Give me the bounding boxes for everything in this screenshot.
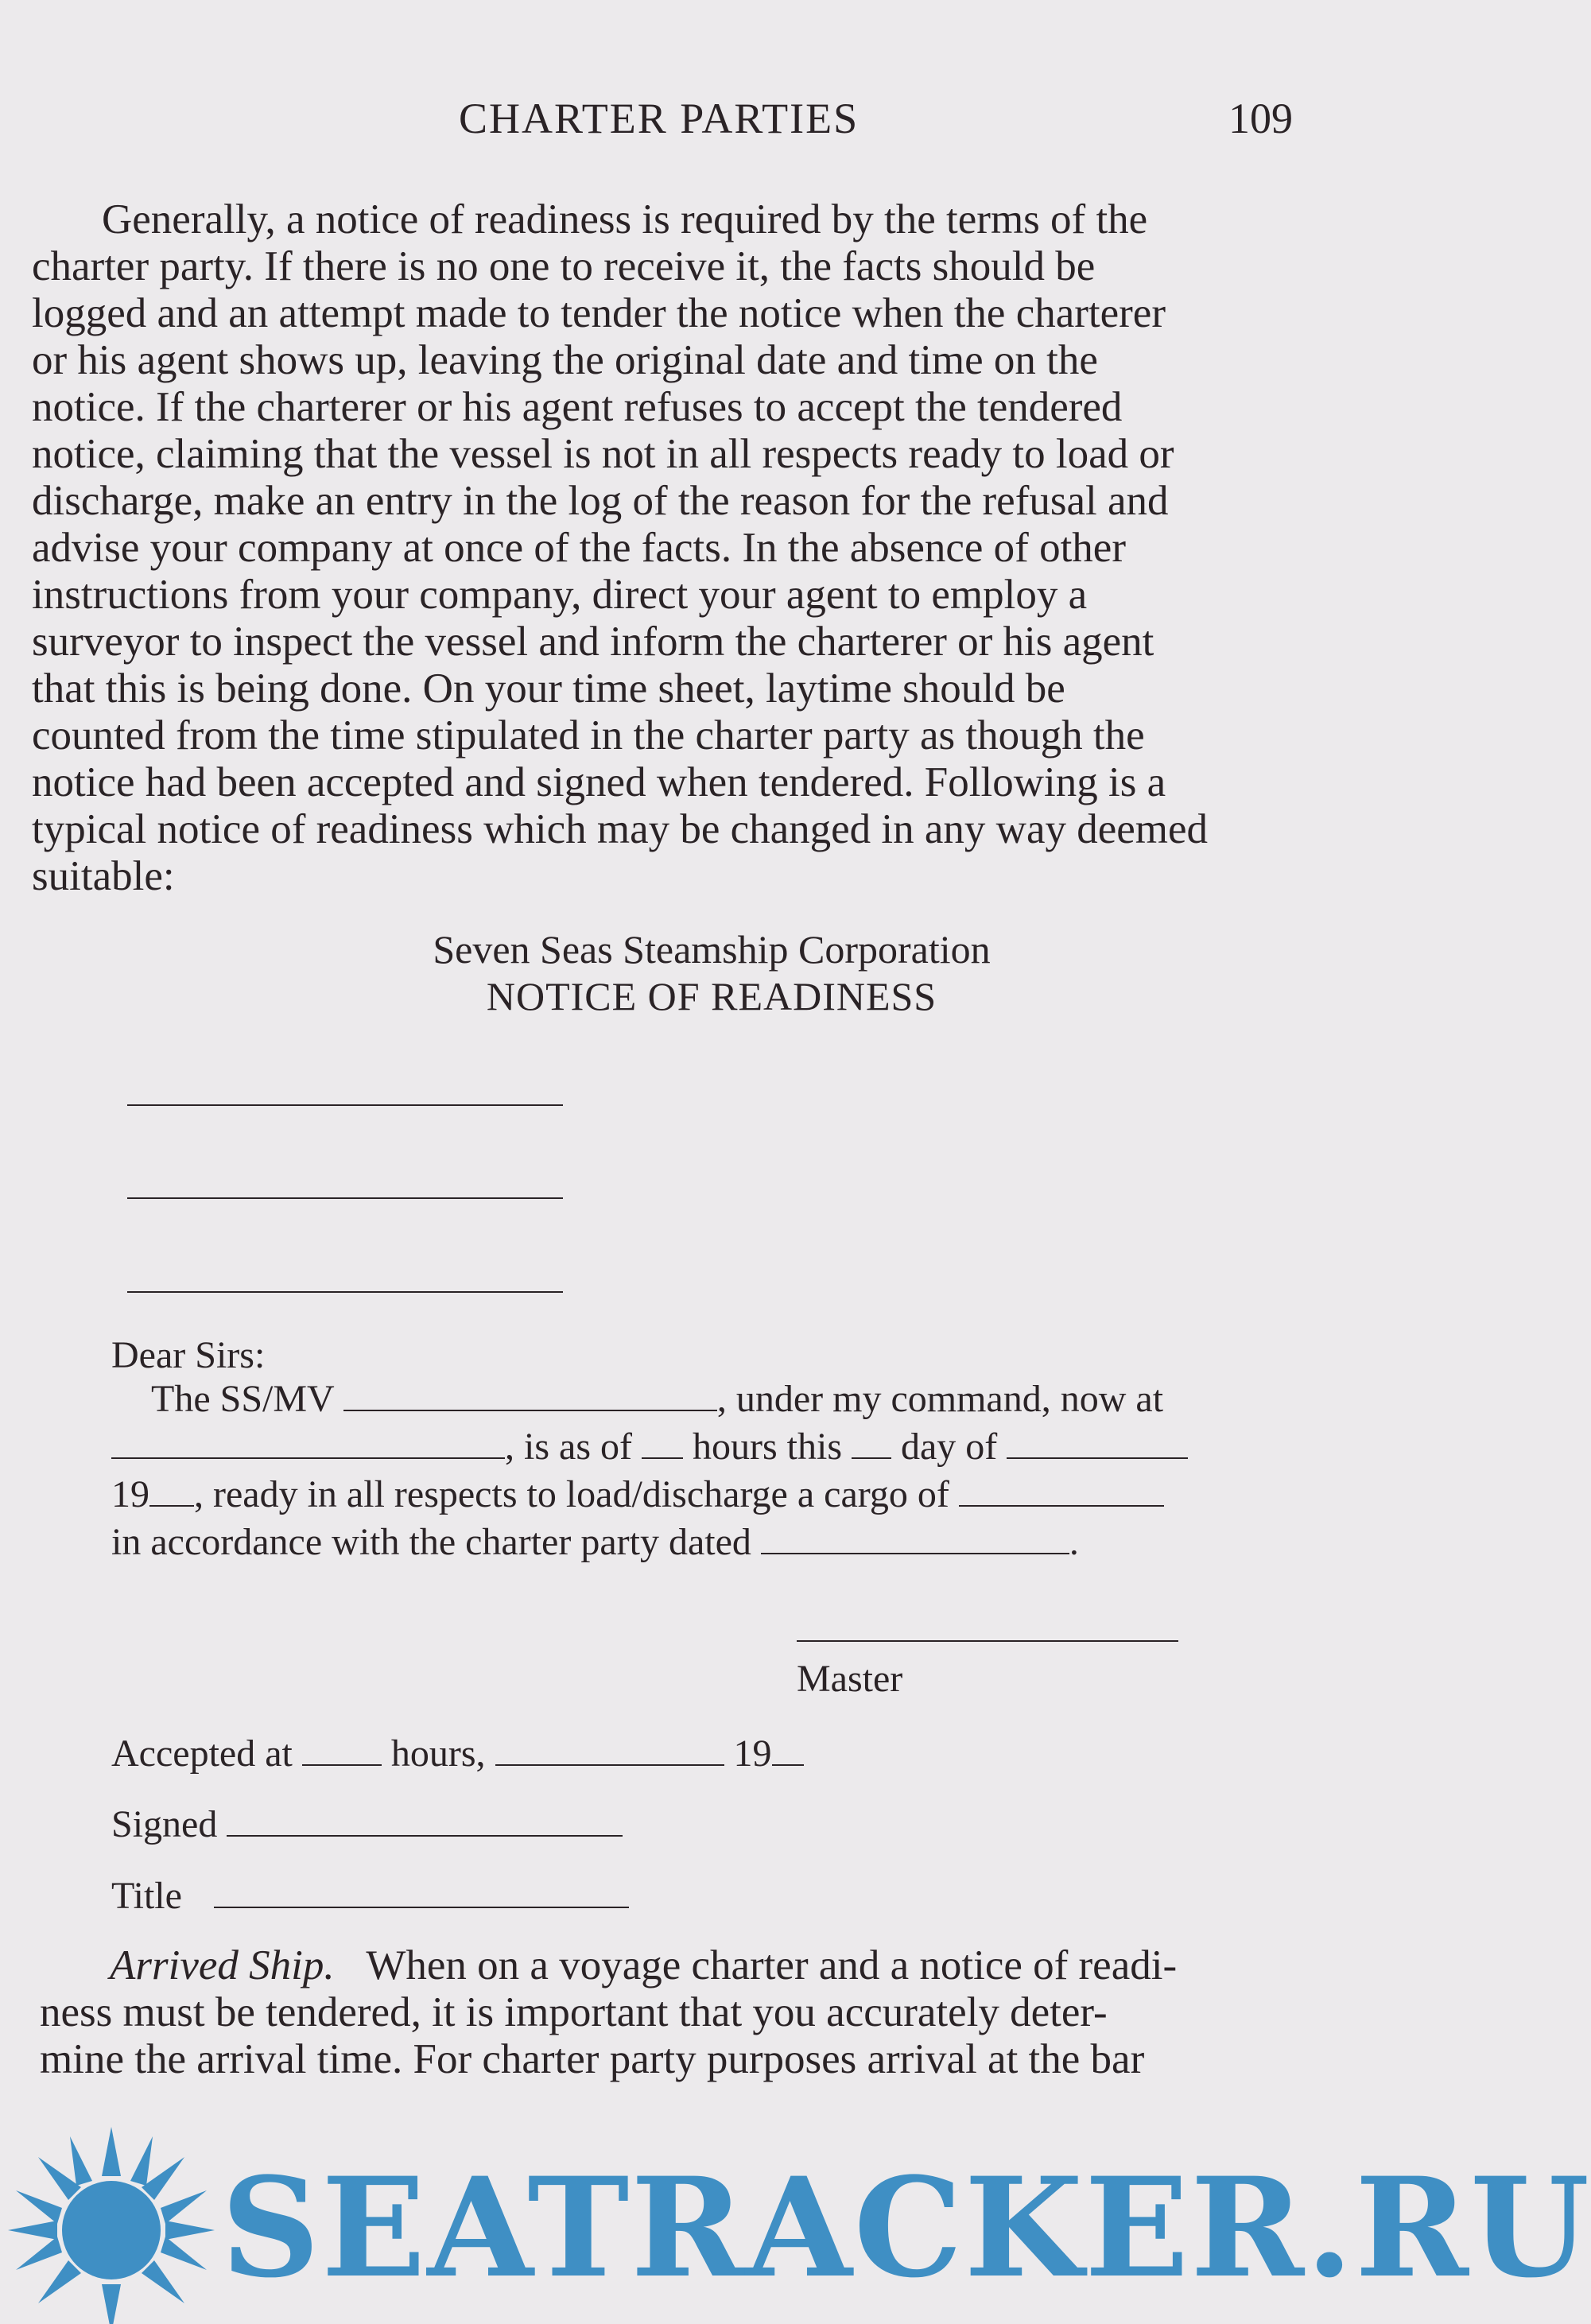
- body-paragraph-notice-of-readiness: [32, 196, 1299, 900]
- paragraph-line: charter party. If there is no one to receive it, the facts should be: [32, 243, 1096, 289]
- paragraph-line: ness must be tendered, it is important that you accurately deter-: [40, 1989, 1108, 2035]
- paragraph-line: suitable:: [32, 853, 175, 899]
- notice-company-name: Seven Seas Steamship Corporation: [433, 927, 991, 972]
- charter-date-blank: [761, 1523, 1069, 1554]
- paragraph-line: logged and an attempt made to tender the notice when the charterer: [32, 290, 1166, 336]
- form-line-vessel: The SS/MV , under my command, now at: [151, 1378, 1164, 1420]
- salutation: Dear Sirs:: [111, 1334, 266, 1376]
- address-line-1: [127, 1104, 563, 1106]
- accepted-line: Accepted at hours, 19: [111, 1732, 804, 1775]
- paragraph-line: advise your company at once of the facts. In the absence of other: [32, 525, 1126, 571]
- address-line-3: [127, 1291, 563, 1293]
- title-line: Title: [111, 1874, 629, 1918]
- title-blank: [214, 1876, 629, 1908]
- month-blank: [1007, 1427, 1188, 1459]
- signed-blank: [227, 1805, 623, 1837]
- paragraph-line: that this is being done. On your time sheet, laytime should be: [32, 665, 1065, 712]
- paragraph-line: surveyor to inspect the vessel and inform the charterer or his agent: [32, 619, 1154, 665]
- sun-logo-icon: [0, 2111, 223, 2324]
- page-number: 109: [1228, 95, 1293, 142]
- paragraph-line: instructions from your company, direct your agent to employ a: [32, 572, 1088, 618]
- address-line-2: [127, 1197, 563, 1199]
- paragraph-line: notice had been accepted and signed when tendered. Following is a: [32, 759, 1166, 805]
- accepted-hours-blank: [302, 1734, 382, 1766]
- paragraph-line: Arrived Ship. When on a voyage charter and a notice of readi-: [110, 1942, 1178, 1988]
- paragraph-line: discharge, make an entry in the log of the reason for the refusal and: [32, 478, 1169, 524]
- cargo-blank: [959, 1475, 1164, 1507]
- hours-blank: [642, 1427, 683, 1459]
- master-label: Master: [797, 1658, 903, 1700]
- paragraph-line: or his agent shows up, leaving the original date and time on the: [32, 337, 1098, 383]
- paragraph-line: Generally, a notice of readiness is required by the terms of the: [102, 196, 1148, 242]
- form-line-cargo: 19 , ready in all respects to load/discharge a cargo of: [111, 1472, 1164, 1516]
- paragraph-line: notice. If the charterer or his agent refuses to accept the tendered: [32, 384, 1123, 430]
- form-line-charter-date: in accordance with the charter party dated .: [111, 1521, 1079, 1563]
- watermark-text: SEATRACKER.RU: [221, 2147, 1591, 2308]
- paragraph-line: notice, claiming that the vessel is not in all respects ready to load or: [32, 431, 1174, 477]
- form-line-port: , is as of hours this day of: [111, 1425, 1188, 1469]
- signed-line: Signed: [111, 1802, 623, 1846]
- section-heading-arrived-ship: Arrived Ship.: [110, 1942, 335, 1988]
- year-blank: [149, 1475, 194, 1507]
- body-paragraph-arrived-ship: [40, 1942, 1304, 2083]
- master-signature-line: [797, 1640, 1178, 1642]
- accepted-year-blank: [772, 1734, 804, 1766]
- paragraph-line: mine the arrival time. For charter party purposes arrival at the bar: [40, 2036, 1145, 2082]
- day-blank: [852, 1427, 891, 1459]
- accepted-date-blank: [495, 1734, 724, 1766]
- vessel-name-blank: [343, 1379, 717, 1411]
- running-head: CHARTER PARTIES: [459, 95, 860, 142]
- paragraph-line: counted from the time stipulated in the charter party as though the: [32, 712, 1145, 759]
- port-blank: [111, 1427, 505, 1459]
- notice-title: NOTICE OF READINESS: [486, 974, 937, 1018]
- paragraph-line: typical notice of readiness which may be changed in any way deemed: [32, 806, 1209, 852]
